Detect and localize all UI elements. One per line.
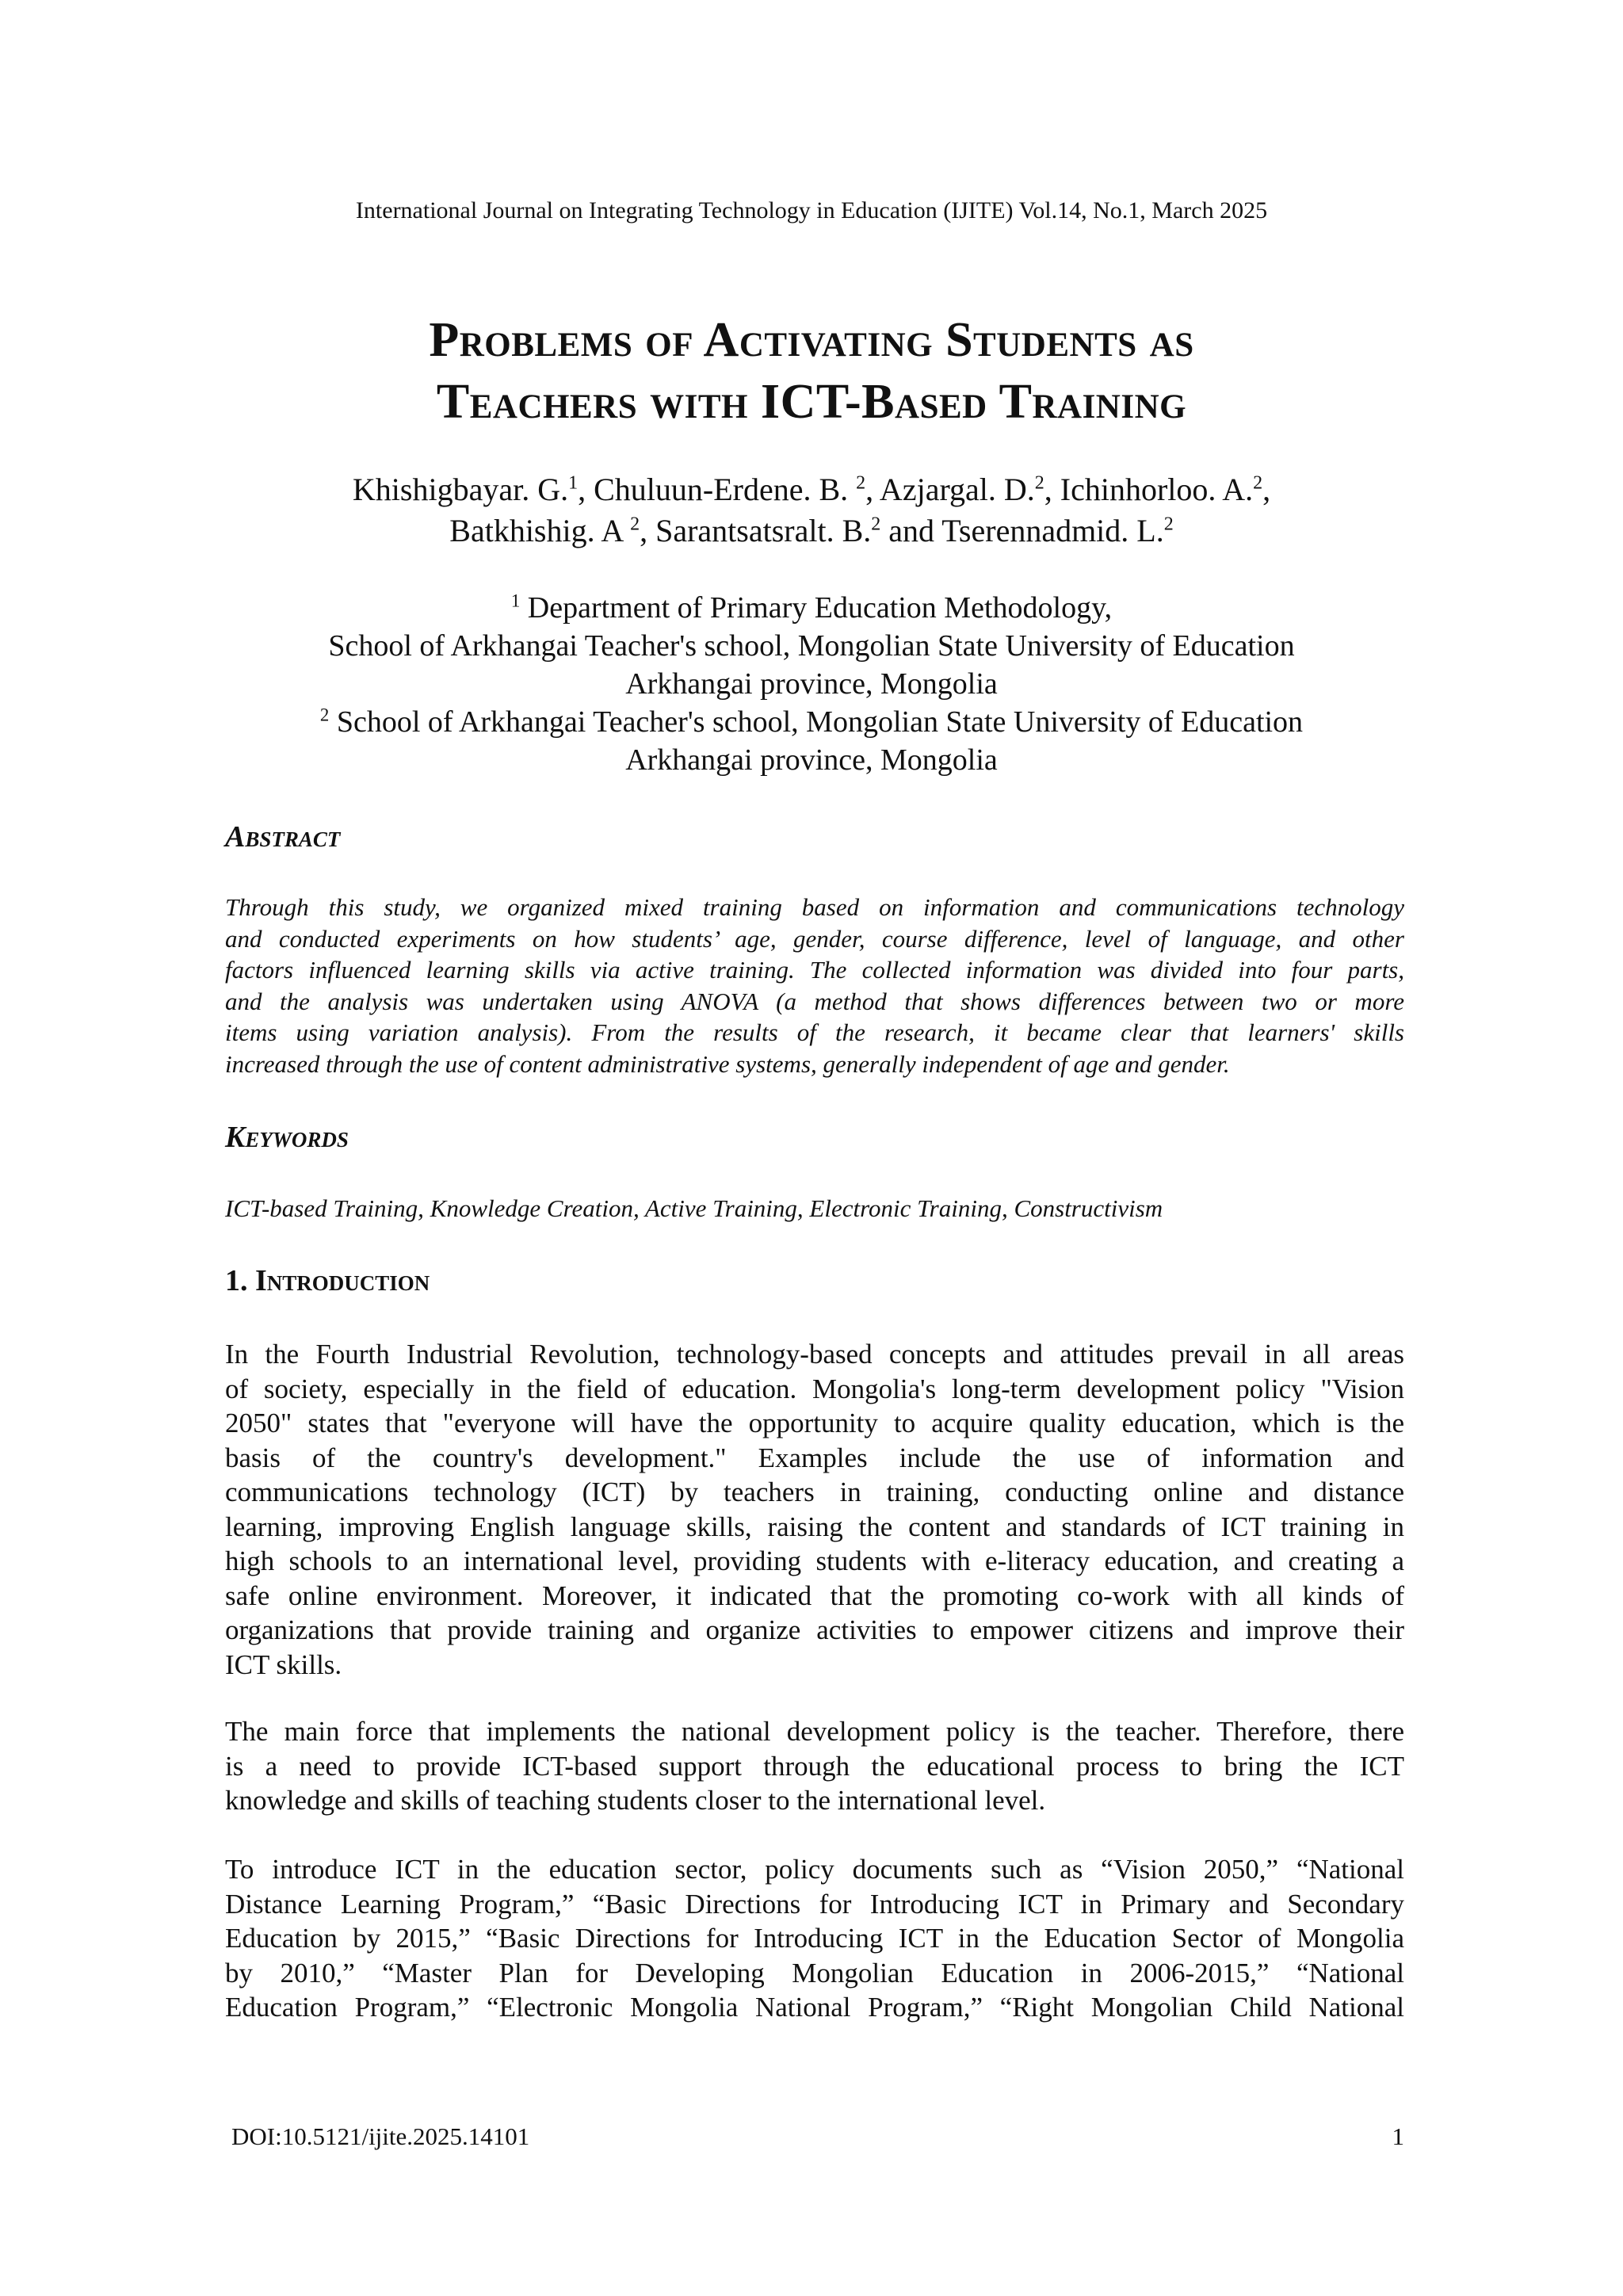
keywords-heading: Keywords (225, 1121, 349, 1154)
introduction-paragraph-2 (225, 1714, 1404, 1818)
paragraph-line: learning, improving English language skills, raising the content and standards of ICT training in (225, 1511, 1404, 1542)
paragraph-line: by 2010,” “Master Plan for Developing Mongolian Education in 2006-2015,” “National (225, 1957, 1404, 1988)
introduction-heading: 1. Introduction (225, 1264, 430, 1297)
affiliation-text: School of Arkhangai Teacher's school, Mongolian State University of Education (329, 705, 1304, 739)
keywords-body (225, 1194, 1404, 1224)
paragraph-line: high schools to an international level, providing students with e-literacy education, and creating a (225, 1545, 1404, 1576)
affiliation-1-line-3: Arkhangai province, Mongolia (625, 667, 998, 701)
affiliation-marker: 2 (1253, 472, 1263, 494)
abstract-heading: Abstract (225, 820, 341, 854)
author-name: , Chuluun-Erdene. B. (578, 472, 857, 507)
author-separator: , (1262, 472, 1271, 507)
footer-doi: DOI:10.5121/ijite.2025.14101 (231, 2122, 530, 2150)
author-line-1 (0, 469, 1623, 510)
affiliation-1-line-1 (0, 589, 1623, 627)
affiliation-marker: 1 (568, 472, 579, 494)
paragraph-line: Education by 2015,” “Basic Directions for Introducing ICT in the Education Sector of Mongolia (225, 1923, 1404, 1954)
affiliation-marker: 2 (1034, 472, 1044, 494)
author-name: , Sarantsatsralt. B. (640, 513, 872, 548)
abstract-line: increased through the use of content administrative systems, generally independent of age and gender. (225, 1049, 1230, 1078)
affiliation-marker: 1 (510, 590, 521, 611)
paragraph-line: ICT skills. (225, 1648, 342, 1680)
paragraph-line: Distance Learning Program,” “Basic Directions for Introducing ICT in Primary and Secondary (225, 1888, 1404, 1920)
paragraph-line: knowledge and skills of teaching students closer to the international level. (225, 1785, 1046, 1816)
affiliations (0, 589, 1623, 779)
paragraph-line: The main force that implements the national development policy is the teacher. Therefore, there (225, 1716, 1404, 1747)
affiliation-marker: 2 (856, 472, 866, 494)
keywords-text: ICT-based Training, Knowledge Creation, Active Training, Electronic Training, Constructivism (225, 1194, 1163, 1222)
author-name: Batkhishig. A (449, 513, 631, 548)
paragraph-line: 2050" states that "everyone will have the opportunity to acquire quality education, which is the (225, 1408, 1404, 1438)
abstract-line: and conducted experiments on how students’ age, gender, course difference, level of language, and other (225, 924, 1404, 953)
abstract-body (225, 892, 1404, 1079)
author-list (0, 469, 1623, 552)
paragraph-line: communications technology (ICT) by teachers in training, conducting online and distance (225, 1477, 1404, 1507)
introduction-paragraph-3 (225, 1852, 1404, 2025)
running-header: International Journal on Integrating Technology in Education (IJITE) Vol.14, No.1, March 2025 (355, 197, 1268, 223)
affiliation-marker: 2 (871, 514, 881, 535)
affiliation-1-line-2: School of Arkhangai Teacher's school, Mongolian State University of Education (328, 629, 1295, 663)
affiliation-marker: 2 (1163, 514, 1174, 535)
title-line-1: Problems of Activating Students as (429, 313, 1194, 367)
abstract-line: factors influenced learning skills via active training. The collected information was divided into four parts, (225, 956, 1404, 984)
abstract-line: and the analysis was undertaken using ANOVA (a method that shows differences between two or more (225, 987, 1404, 1015)
author-name: , Ichinhorloo. A. (1044, 472, 1254, 507)
page-number: 1 (1392, 2122, 1404, 2150)
paragraph-line: In the Fourth Industrial Revolution, technology-based concepts and attitudes prevail in all areas (225, 1339, 1404, 1370)
affiliation-2-line-1 (0, 703, 1623, 741)
title-line-2: Teachers with ICT-Based Training (436, 375, 1187, 429)
paragraph-line: To introduce ICT in the education sector, policy documents such as “Vision 2050,” “National (225, 1854, 1404, 1885)
affiliation-2-line-2: Arkhangai province, Mongolia (625, 743, 998, 777)
paragraph-line: is a need to provide ICT-based support through the educational process to bring the ICT (225, 1750, 1404, 1782)
paragraph-line: safe online environment. Moreover, it indicated that the promoting co-work with all kinds of (225, 1580, 1404, 1611)
author-name: and Tserennadmid. L. (880, 513, 1164, 548)
paragraph-line: Education Program,” “Electronic Mongolia National Program,” “Right Mongolian Child National (225, 1992, 1404, 2023)
affiliation-text: Department of Primary Education Methodology, (520, 591, 1113, 625)
abstract-line: items using variation analysis). From the results of the research, it became clear that learners' skills (225, 1018, 1404, 1046)
author-line-2 (0, 510, 1623, 552)
author-name: Khishigbayar. G. (352, 472, 569, 507)
introduction-paragraph-1 (225, 1337, 1404, 1682)
affiliation-marker: 2 (630, 514, 640, 535)
paragraph-line: basis of the country's development." Examples include the use of information and (225, 1442, 1404, 1473)
paragraph-line: organizations that provide training and organize activities to empower citizens and improve their (225, 1614, 1404, 1645)
author-name: , Azjargal. D. (865, 472, 1035, 507)
paper-title (0, 309, 1623, 433)
affiliation-marker: 2 (319, 705, 330, 725)
paragraph-line: of society, especially in the field of education. Mongolia's long-term development policy "Vision (225, 1373, 1404, 1404)
abstract-line: Through this study, we organized mixed training based on information and communications technology (225, 893, 1404, 921)
